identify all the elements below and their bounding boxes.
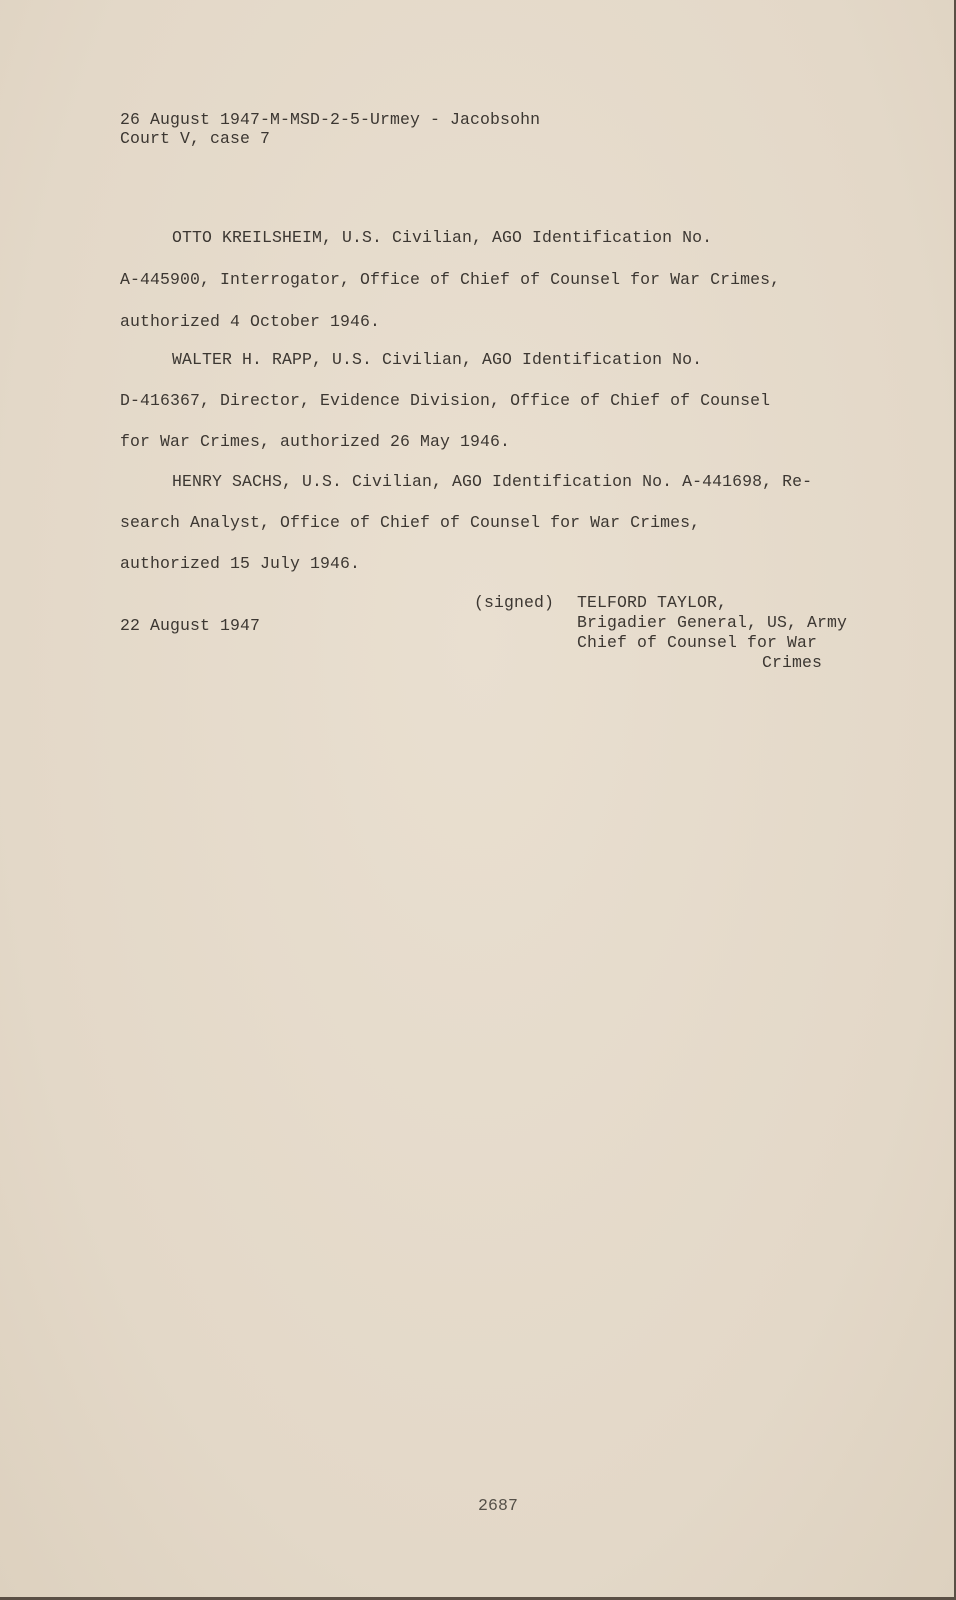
signed-label: (signed)	[474, 593, 555, 612]
paragraph-3-line-1: HENRY SACHS, U.S. Civilian, AGO Identification No. A-441698, Re-	[172, 472, 813, 491]
paragraph-3-line-3: authorized 15 July 1946.	[120, 554, 361, 573]
signatory-title-2: Chief of Counsel for War	[577, 633, 818, 652]
paragraph-2-line-3: for War Crimes, authorized 26 May 1946.	[120, 432, 511, 451]
paragraph-1-line-1: OTTO KREILSHEIM, U.S. Civilian, AGO Identification No.	[172, 228, 713, 247]
paragraph-1-line-2: A-445900, Interrogator, Office of Chief of Counsel for War Crimes,	[120, 270, 781, 289]
signatory-name: TELFORD TAYLOR,	[577, 593, 728, 612]
header-reference: 26 August 1947-M-MSD-2-5-Urmey - Jacobsohn	[120, 110, 541, 129]
paragraph-1-line-3: authorized 4 October 1946.	[120, 312, 381, 331]
page-number: 2687	[478, 1496, 519, 1515]
paragraph-3-line-2: search Analyst, Office of Chief of Counsel for War Crimes,	[120, 513, 701, 532]
paragraph-2-line-1: WALTER H. RAPP, U.S. Civilian, AGO Identification No.	[172, 350, 703, 369]
header-court: Court V, case 7	[120, 129, 271, 148]
signature-date: 22 August 1947	[120, 616, 261, 635]
paragraph-2-line-2: D-416367, Director, Evidence Division, Office of Chief of Counsel	[120, 391, 771, 410]
signatory-title-1: Brigadier General, US, Army	[577, 613, 848, 632]
signatory-title-3: Crimes	[762, 653, 823, 672]
